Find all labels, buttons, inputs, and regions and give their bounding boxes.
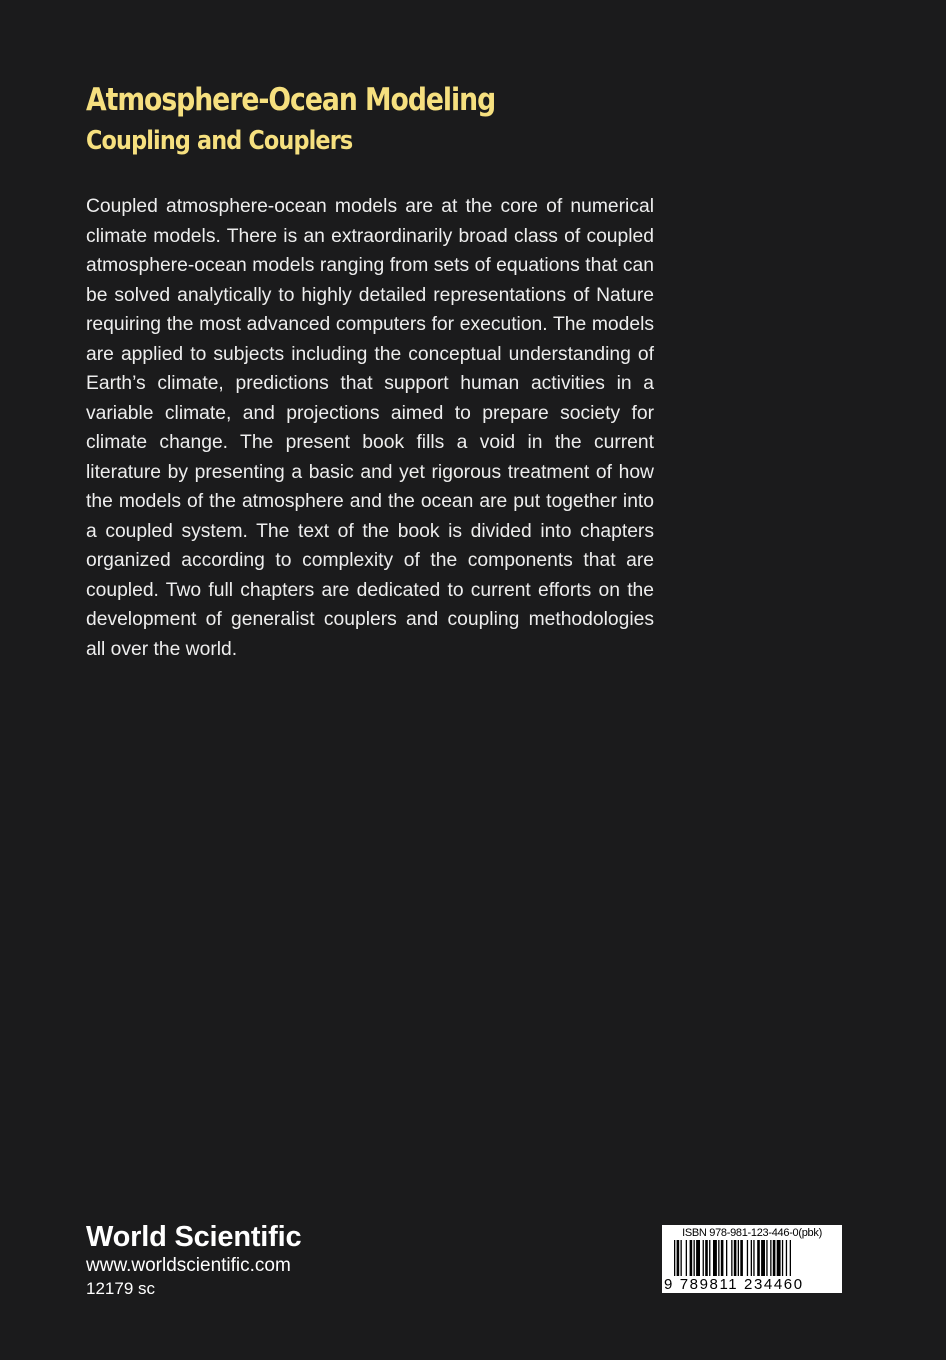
book-title: Atmosphere-Ocean Modeling [86, 82, 496, 118]
barcode-bars [674, 1240, 834, 1276]
isbn-label: ISBN 978-981-123-446-0(pbk) [682, 1227, 822, 1239]
publisher-url: www.worldscientific.com [86, 1255, 291, 1276]
book-description: Coupled atmosphere-ocean models are at the core of numerical climate models. There is an extraordinarily broad class of coupled atmosphere-ocean models ranging from sets of equations that can be solved analytically to highly detailed representations of Nature requiring the most advanced computers for execution. The models are applied to subjects including the conceptual understanding of Earth’s climate, predictions that support human activities in a variable climate, and projections aimed to prepare society for climate change. The present book fills a void in the current literature by presenting a basic and yet rigorous treatment of how the models of the atmosphere and the ocean are put together into a coupled system. The text of the book is divided into chapters organized according to complexity of the components that are coupled. Two full chapters are dedicated to current efforts on the development of generalist couplers and coupling methodologies all over the world. [86, 196, 654, 660]
book-subtitle: Coupling and Couplers [86, 126, 353, 156]
publisher-block [86, 1220, 301, 1300]
publisher-name: World Scientific [86, 1221, 302, 1253]
isbn-barcode [662, 1225, 842, 1293]
publisher-code: 12179 sc [86, 1279, 155, 1298]
barcode-digits: 9 789811 234460 [664, 1276, 804, 1293]
